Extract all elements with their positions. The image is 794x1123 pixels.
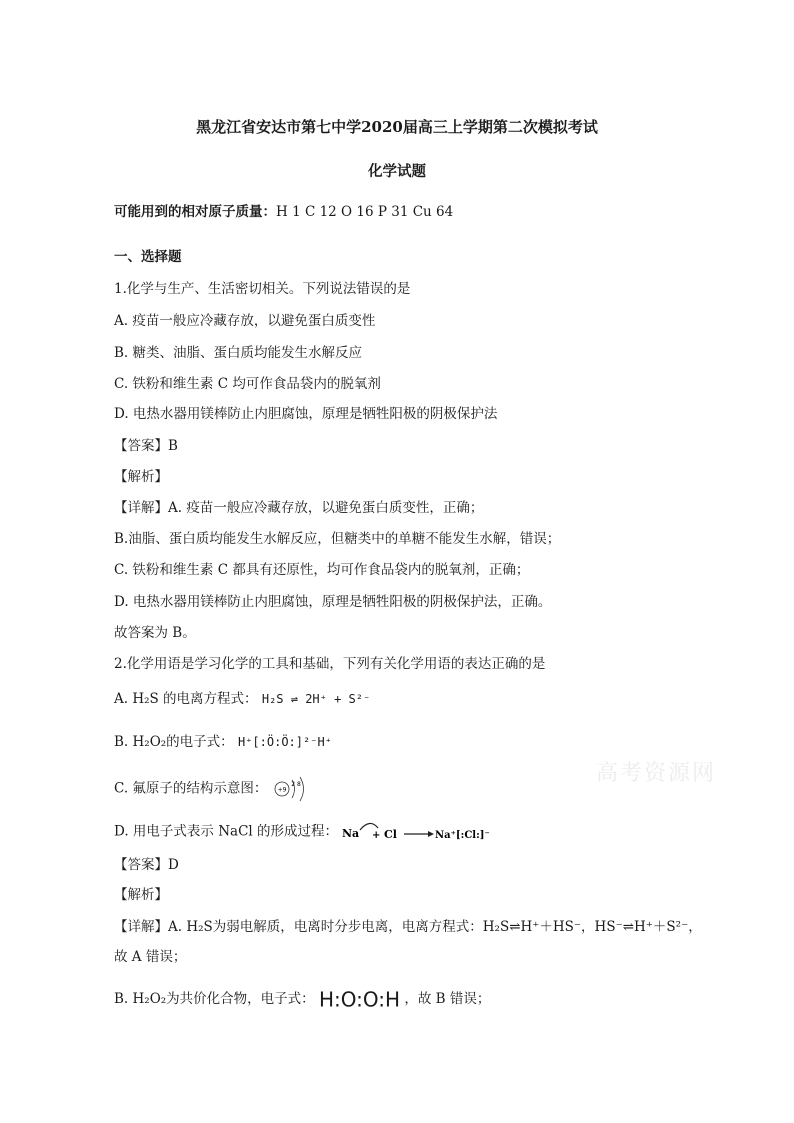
q2-option-a-text: A. H₂S 的电离方程式： [114, 691, 258, 707]
fluorine-atom-diagram [272, 774, 312, 804]
q2-detail-b-text: B. H₂O₂为共价化合物，电子式： [114, 991, 315, 1007]
q2-stem: 2.化学用语是学习化学的工具和基础，下列有关化学用语的表达正确的是 [114, 656, 546, 672]
atomic-masses-values: H 1 C 12 O 16 P 31 Cu 64 [276, 204, 454, 220]
q1-detail-d: D. 电热水器用镁棒防止内胆腐蚀，原理是牺牲阳极的阴极保护法，正确。 [114, 594, 552, 610]
q1-conclusion: 故答案为 B。 [114, 625, 196, 641]
q2-option-b [114, 733, 332, 751]
atomic-masses-label: 可能用到的相对原子质量： [114, 204, 276, 220]
sodium-symbol: Na [342, 827, 360, 840]
shell-electrons: 2 8 [290, 781, 301, 788]
q2-detail-b [114, 987, 491, 1012]
h2o2-electron-formula: H:O:O:H [318, 987, 401, 1012]
q2-detail-a: 【详解】A. H₂S为弱电解质，电离时分步电离，电离方程式：H₂S⇌H⁺＋HS⁻，HS⁻⇌H⁺＋S²⁻， [114, 919, 702, 935]
reaction-arrow-head [428, 831, 434, 837]
q2-option-d [114, 818, 492, 846]
q2-option-c-text: C. 氟原子的结构示意图： [114, 780, 268, 797]
plus-sign: + [372, 830, 381, 841]
q1-detail-c: C. 铁粉和维生素 C 都具有还原性，均可作食品袋内的脱氧剂，正确； [114, 562, 530, 578]
atomic-masses [114, 203, 453, 221]
nacl-product: Na⁺[:Cl:]⁻ [435, 830, 491, 841]
q1-option-c: C. 铁粉和维生素 C 均可作食品袋内的脱氧剂 [114, 376, 381, 392]
q1-option-a: A. 疫苗一般应冷藏存放，以避免蛋白质变性 [114, 313, 376, 329]
q2-detail-b-tail: ，故 B 错误； [404, 991, 491, 1007]
q2-option-b-text: B. H₂O₂的电子式： [114, 734, 234, 750]
document-title: 黑龙江省安达市第七中学2020届高三上学期第二次模拟考试 [196, 118, 598, 136]
q2-analysis-label: 【解析】 [114, 887, 168, 903]
q2-detail-a-cont: 故 A 错误； [114, 949, 187, 965]
q2-option-a [114, 690, 370, 708]
chlorine-symbol: Cl [384, 828, 398, 841]
q2-option-b-formula: H⁺[:Ö:Ö:]²⁻H⁺ [237, 735, 332, 749]
q1-detail-a: 【详解】A. 疫苗一般应冷藏存放，以避免蛋白质变性，正确； [114, 500, 484, 516]
q1-option-b: B. 糖类、油脂、蛋白质均能发生水解反应 [114, 345, 363, 361]
q2-option-c [114, 774, 312, 804]
document-subtitle: 化学试题 [368, 163, 426, 180]
q1-stem: 1.化学与生产、生活密切相关。下列说法错误的是 [114, 281, 411, 297]
q1-detail-b: B.油脂、蛋白质均能发生水解反应，但糖类中的单糖不能发生水解，错误； [114, 531, 561, 547]
watermark: 高考资源网 [596, 761, 717, 786]
q1-analysis-label: 【解析】 [114, 469, 168, 485]
q2-answer: 【答案】D [114, 857, 179, 873]
section-heading: 一、选择题 [114, 249, 182, 265]
nucleus-charge: +9 [277, 786, 287, 794]
nacl-formation-diagram [342, 818, 492, 846]
q1-option-d: D. 电热水器用镁棒防止内胆腐蚀，原理是牺牲阳极的阴极保护法 [114, 406, 498, 422]
q2-option-a-formula: H₂S ⇌ 2H⁺ + S²⁻ [261, 692, 371, 706]
q2-option-d-text: D. 用电子式表示 NaCl 的形成过程： [114, 823, 339, 840]
q1-answer: 【答案】B [114, 438, 178, 454]
